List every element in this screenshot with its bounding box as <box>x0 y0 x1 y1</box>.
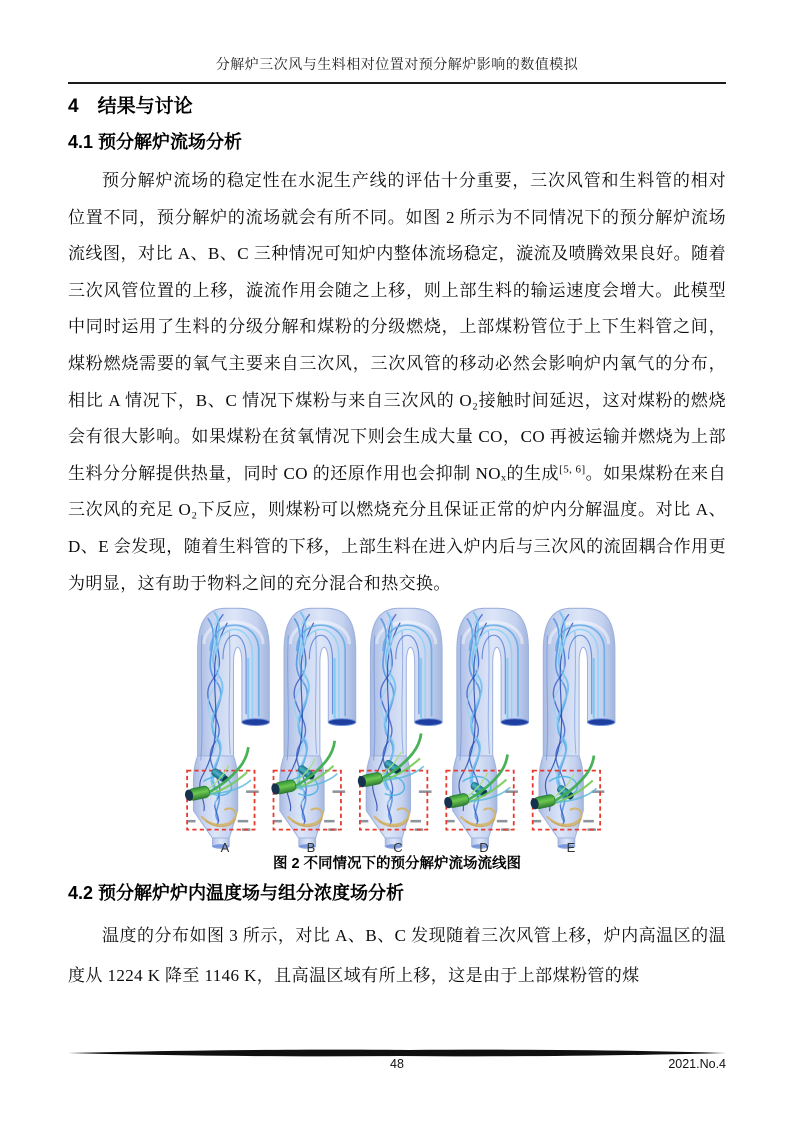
page-footer <box>68 1048 726 1088</box>
figure-panel-label: B <box>306 840 316 856</box>
paragraph-1 <box>68 163 726 602</box>
paragraph-1-text-a: 预分解炉流场的稳定性在水泥生产线的评估十分重要，三次风管和生料管的相对位置不同，预分解炉的流场就会有所不同。如图 2 所示为不同情况下的预分解炉流场流线图，对比 A、B、C 三种情况可知炉内整体流场稳定，漩流及喷腾效果良好。随着三次风管位置的上移，漩流作用会随之上移，则上部生料的输运速度会增大。此模型中同时运用了生料的分级分解和煤粉的分级燃烧，上部煤粉管位于上下生料管之间，煤粉燃烧需要的氧气主要来自三次风，三次风管的移动必然会影响炉内氧气的分布，相比 A 情况下，B、C 情况下煤粉与来自三次风的 O₂接触时间延迟，这对煤粉的燃烧会有很大影响。如果煤粉在贫氧情况下则会生成大量 CO，CO 再被运输并燃烧为上部生料分分解提供热量，同时 CO 的还原作用也会抑制 NOₓ的生成 <box>68 171 726 483</box>
paragraph-2: 温度的分布如图 3 所示，对比 A、B、C 发现随着三次风管上移，炉内高温区的温度从 1224 K 降至 1146 K，且高温区域有所上移，这是由于上部煤粉管的煤 <box>68 926 726 986</box>
figure-panel-label: E <box>566 840 576 856</box>
section-heading-4: 4 结果与讨论 <box>68 96 193 117</box>
section-heading-4-1: 4.1 预分解炉流场分析 <box>68 132 243 152</box>
paragraph-1-text-b: 。如果煤粉在来自三次风的充足 O₂下反应，则煤粉可以燃烧充分且保证正常的炉内分解温度。对比 A、D、E 会发现，随着生料管的下移，上部生料在进入炉内后与三次风的流固耦合作用更为明显，这有助于物料之间的充分混合和热交换。 <box>68 463 726 593</box>
running-title: 分解炉三次风与生料相对位置对预分解炉影响的数值模拟 <box>215 58 579 73</box>
figure-panel-label: C <box>393 840 403 856</box>
figure-panel-label: D <box>479 840 489 856</box>
header-rule <box>68 82 726 84</box>
section-heading-4-2: 4.2 预分解炉炉内温度场与组分浓度场分析 <box>68 883 405 904</box>
page-number: 48 <box>390 1057 404 1071</box>
figure-2-image <box>185 604 617 855</box>
citation-ref: [5, 6] <box>559 463 586 476</box>
figure-panel-label: A <box>220 840 230 856</box>
journal-issue: 2021.No.4 <box>668 1057 726 1071</box>
figure-2 <box>185 604 617 855</box>
figure-2-caption: 图 2 不同情况下的预分解炉流场流线图 <box>272 856 522 873</box>
